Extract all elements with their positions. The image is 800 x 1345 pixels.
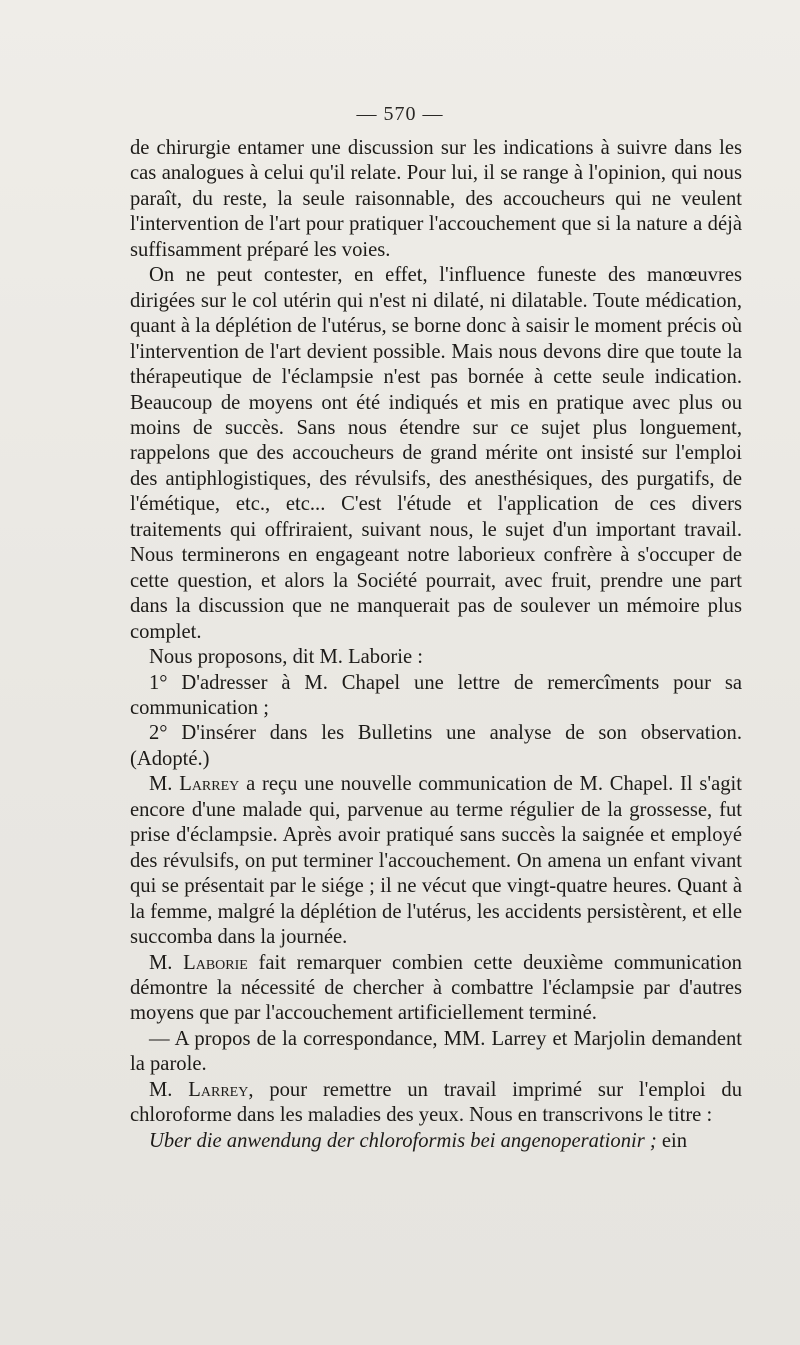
paragraph-text: 2° D'insérer dans les Bulletins une analyse de son observation. (Adopté.) — [130, 722, 742, 770]
paragraph-text: fait remarquer combien cette deuxième communication démontre la nécessité de chercher à combattre l'éclampsie par d'autres moyens que par l'accouchement artificiellement terminé. — [130, 951, 742, 1025]
paragraph-correspondence — [130, 1027, 742, 1078]
speaker-name: M. Larrey — [149, 773, 240, 796]
paragraph-text: Nous proposons, dit M. Laborie : — [149, 646, 423, 669]
speaker-name: M. Laborie — [149, 951, 248, 974]
paragraph-proposal-1 — [130, 671, 742, 722]
paragraph-proposals-intro — [130, 645, 742, 670]
paragraph-continuation — [130, 136, 742, 263]
paragraph-manoeuvres — [130, 263, 742, 645]
page-number: — 570 — — [356, 103, 444, 125]
paragraph-laborie-remark — [130, 951, 742, 1027]
paragraph-text: a reçu une nouvelle communication de M. Chapel. Il s'agit encore d'une malade qui, parvenue au terme régulier de la grossesse, fut prise d'éclampsie. Après avoir pratiqué sans succès la saignée et employé des révulsifs, on put terminer l'accouchement. On amena un enfant vivant qui se présentait par le siége ; il ne vécut que vingt-quatre heures. Quant à la femme, malgré la déplétion de l'utérus, les accidents persistèrent, et elle succomba dans la journée. — [130, 773, 742, 949]
paragraph-text: 1° D'adresser à M. Chapel une lettre de remercîments pour sa communication ; — [130, 671, 742, 719]
paragraph-text: — A propos de la correspondance, MM. Larrey et Marjolin demandent la parole. — [130, 1027, 742, 1076]
speaker-name: M. Larrey — [149, 1078, 249, 1101]
paragraph-text: On ne peut contester, en effet, l'influence funeste des manœuvres dirigées sur le col utérin qui n'est ni dilaté, ni dilatable. Toute médication, quant à la déplétion de l'utérus, se borne donc à saisir le moment précis où l'intervention de l'art devient possible. Mais nous devons dire que toute la thérapeutique de l'éclampsie n'est pas bornée à cette seule indication. Beaucoup de moyens ont été indiqués et mis en pratique avec plus ou moins de succès. Sans nous étendre sur ce sujet plus longuement, rappelons que des accoucheurs de grand mérite ont insisté sur l'emploi des antiphlogistiques, des révulsifs, des anesthésiques, des purgatifs, de l'émétique, etc., etc... C'est l'étude et l'application de ces divers traitements qui offriraient, suivant nous, le sujet d'un important travail. Nous terminerons en engageant notre laborieux confrère à s'occuper de cette question, et alors la Société pourrait, avec fruit, prendre une part dans la discussion que ne manquerait pas de soulever un mémoire plus complet. — [130, 264, 742, 643]
paragraph-text: de chirurgie entamer une discussion sur les indications à suivre dans les cas analogues à celui qu'il relate. Pour lui, il se range à l'opinion, qui nous paraît, du reste, la seule raisonnable, des accoucheurs qui ne veulent l'intervention de l'art pour pratiquer l'accouchement que si la nature a déjà suffisamment préparé les voies. — [130, 137, 742, 261]
paragraph-german-title — [130, 1129, 742, 1154]
paragraph-text: ein — [656, 1129, 688, 1152]
paragraph-text: , pour remettre un travail imprimé sur l'emploi du chloroforme dans les maladies des yeux. Nous en transcrivons le titre : — [130, 1078, 742, 1127]
paragraph-larrey-communication — [130, 772, 742, 950]
paragraph-proposal-2 — [130, 721, 742, 772]
body-text — [130, 136, 742, 1154]
book-title: Uber die anwendung der chloroformis bei angenoperationir ; — [149, 1129, 657, 1152]
paragraph-larrey-chloroform — [130, 1078, 742, 1129]
